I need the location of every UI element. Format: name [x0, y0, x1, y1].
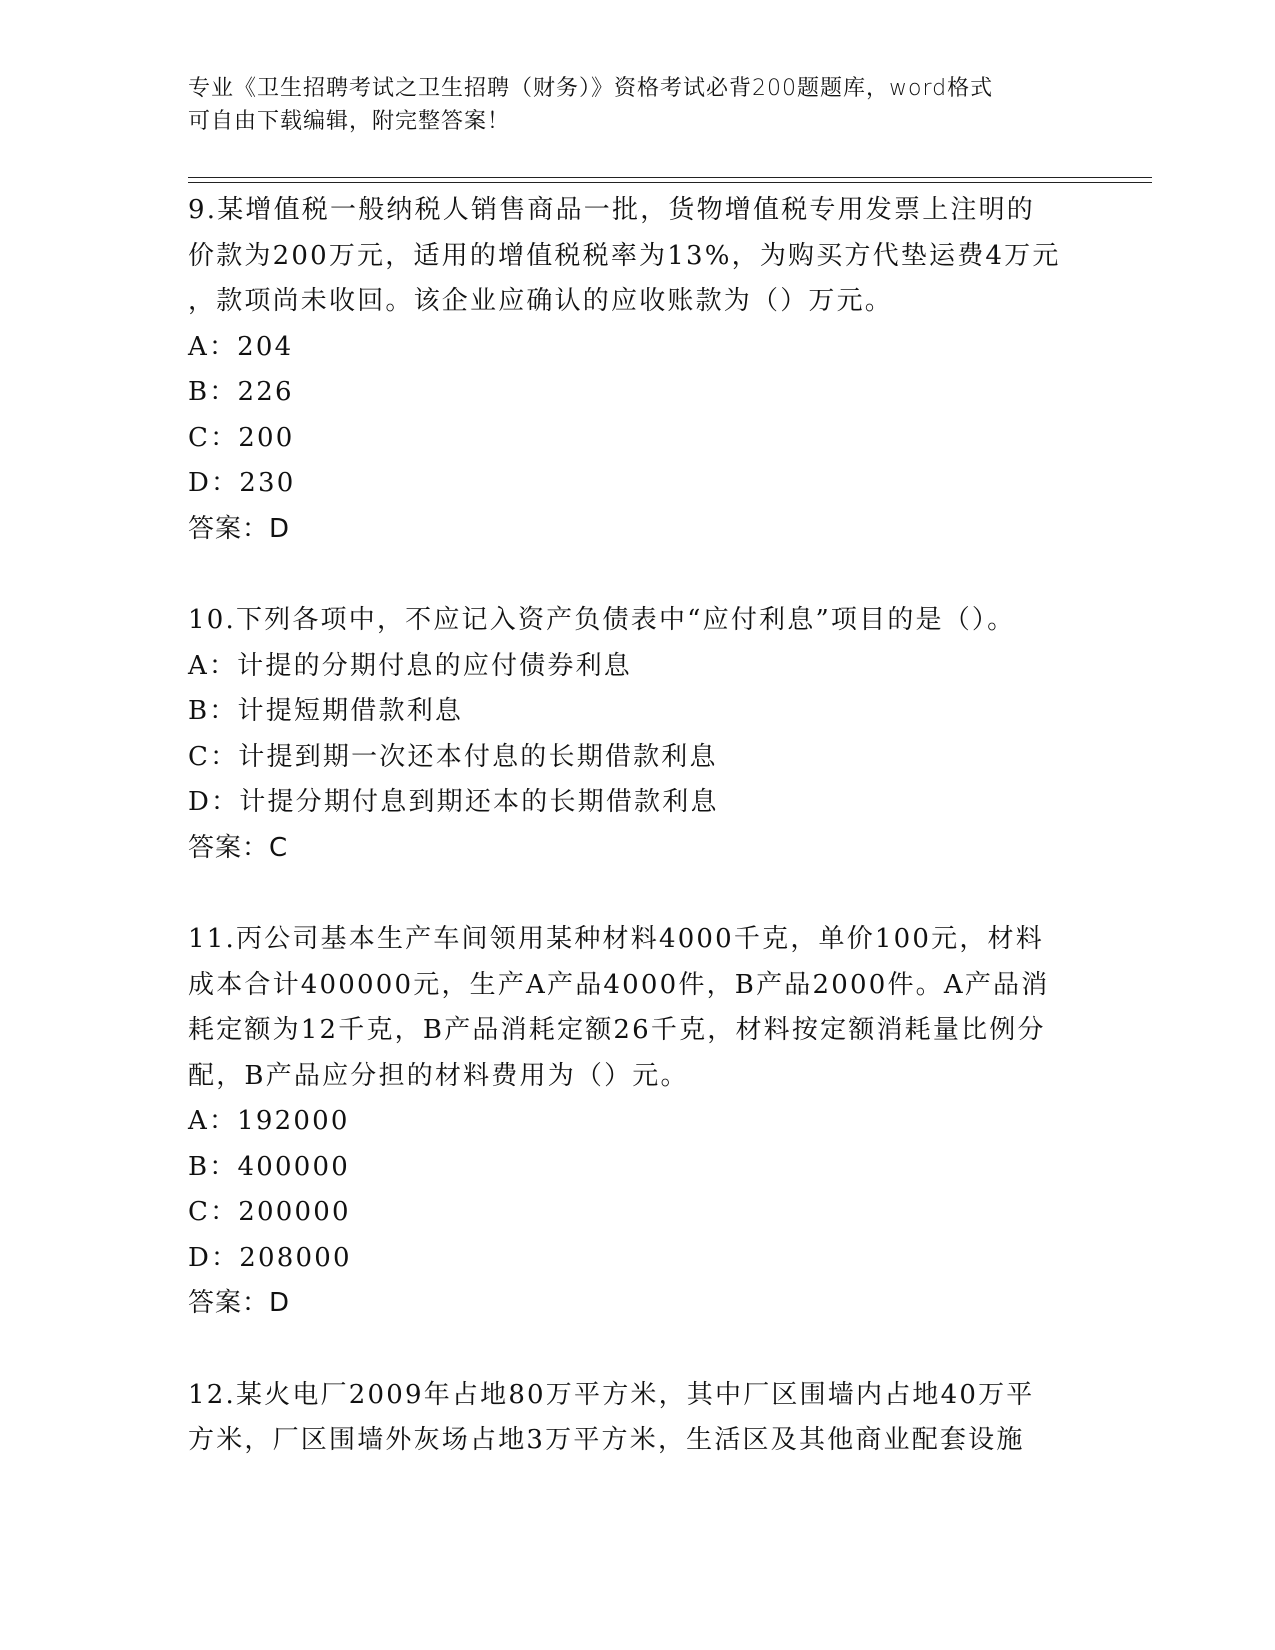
- option-c: C：200000: [188, 1197, 351, 1227]
- answer-label: 答案：C: [188, 832, 289, 863]
- header-divider-top: [188, 177, 1152, 178]
- question-9: [188, 188, 1088, 552]
- question-text-line: 配，B产品应分担的材料费用为（）元。: [188, 1060, 689, 1091]
- question-12: [188, 1373, 1088, 1464]
- question-text-line: 9.某增值税一般纳税人销售商品一批，货物增值税专用发票上注明的: [188, 195, 1036, 225]
- option-c: C：计提到期一次还本付息的长期借款利息: [188, 741, 718, 772]
- question-text-line: 价款为200万元，适用的增值税税率为13%，为购买方代垫运费4万元: [188, 240, 1061, 271]
- answer-label: 答案：D: [188, 1288, 291, 1318]
- question-text-line: 成本合计400000元，生产A产品4000件，B产品2000件。A产品消: [188, 969, 1050, 1000]
- header-divider-bottom: [188, 182, 1152, 183]
- option-c: C：200: [188, 422, 295, 453]
- question-text-line: ，款项尚未收回。该企业应确认的应收账款为（）万元。: [188, 286, 894, 316]
- option-a: A：192000: [188, 1106, 350, 1136]
- question-text-line: 11.丙公司基本生产车间领用某种材料4000千克，单价100元，材料: [188, 924, 1044, 954]
- answer-label: 答案：D: [188, 513, 291, 544]
- option-a: A：204: [188, 331, 294, 362]
- header-line-1: 专业《卫生招聘考试之卫生招聘（财务）》资格考试必背200题题库，word格式: [188, 76, 994, 101]
- option-a: A：计提的分期付息的应付债券利息: [188, 650, 632, 681]
- header-line-2: 可自由下载编辑，附完整答案！: [188, 109, 511, 134]
- option-b: B：400000: [188, 1151, 350, 1182]
- question-text-line: 方米，厂区围墙外灰场占地3万平方米，生活区及其他商业配套设施: [188, 1425, 1025, 1455]
- question-text-line: 12.某火电厂2009年占地80万平方米，其中厂区围墙内占地40万平: [188, 1379, 1035, 1410]
- option-d: D：计提分期付息到期还本的长期借款利息: [188, 787, 719, 817]
- question-text-line: 10.下列各项中，不应记入资产负债表中“应付利息”项目的是（）。: [188, 605, 1016, 635]
- option-d: D：208000: [188, 1242, 352, 1273]
- option-b: B：计提短期借款利息: [188, 696, 464, 726]
- option-b: B：226: [188, 377, 294, 407]
- option-d: D：230: [188, 468, 296, 498]
- question-list: [188, 188, 1088, 1510]
- document-header: [188, 72, 1088, 138]
- question-11: [188, 917, 1088, 1327]
- question-text-line: 耗定额为12千克，B产品消耗定额26千克，材料按定额消耗量比例分: [188, 1015, 1046, 1045]
- question-10: [188, 598, 1088, 871]
